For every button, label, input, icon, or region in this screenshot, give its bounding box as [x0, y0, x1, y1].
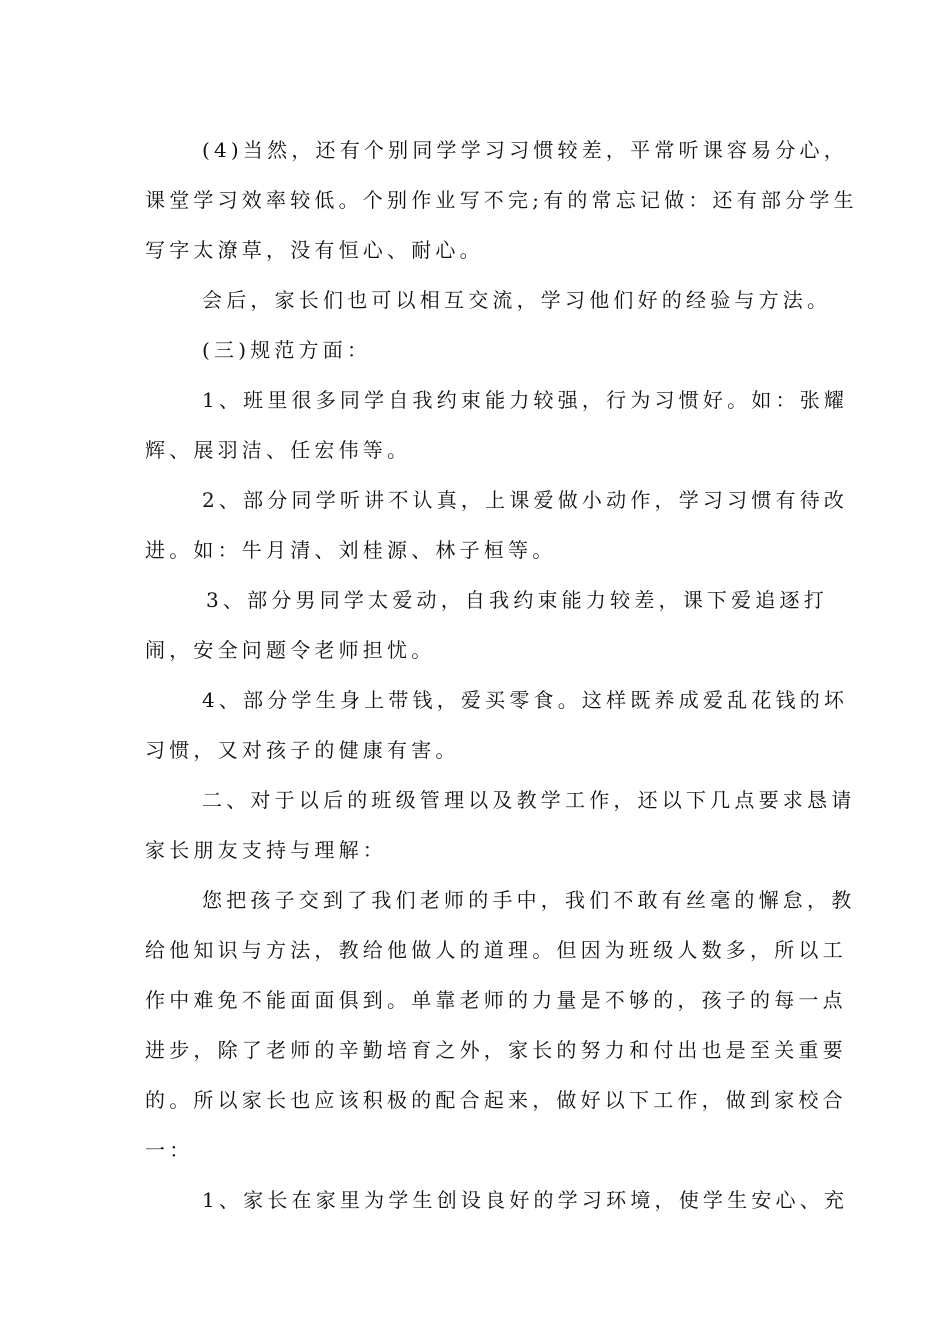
- paragraph-line: 二、对于以后的班级管理以及教学工作，还以下几点要求恳请: [202, 788, 856, 812]
- paragraph-line: 1、家长在家里为学生创设良好的学习环境，使学生安心、充: [202, 1188, 849, 1212]
- paragraph-line: 进。如：牛月清、刘桂源、林子桓等。: [145, 538, 557, 562]
- paragraph-line: 会后，家长们也可以相互交流，学习他们好的经验与方法。: [202, 288, 832, 312]
- section-heading: (三)规范方面：: [202, 338, 372, 362]
- paragraph-line: 习惯，又对孩子的健康有害。: [145, 738, 460, 762]
- paragraph-line: 您把孩子交到了我们老师的手中，我们不敢有丝毫的懈怠，教: [202, 888, 856, 912]
- paragraph-line: 一：: [145, 1138, 194, 1162]
- paragraph-line: 2、部分同学听讲不认真，上课爱做小动作，学习习惯有待改: [202, 488, 849, 512]
- paragraph-line: 1、班里很多同学自我约束能力较强，行为习惯好。如：张耀: [202, 388, 849, 412]
- paragraph-line: 进步，除了老师的辛勤培育之外，家长的努力和付出也是至关重要: [145, 1038, 847, 1062]
- paragraph-line: 给他知识与方法，教给他做人的道理。但因为班级人数多，所以工: [145, 938, 847, 962]
- paragraph-line: 课堂学习效率较低。个别作业写不完;有的常忘记做：还有部分学生: [145, 188, 858, 212]
- paragraph-line: 辉、展羽洁、任宏伟等。: [145, 438, 412, 462]
- paragraph-line: 作中难免不能面面俱到。单靠老师的力量是不够的，孩子的每一点: [145, 988, 847, 1012]
- paragraph-line: 写字太潦草，没有恒心、耐心。: [145, 238, 484, 262]
- paragraph-line: 3、部分男同学太爱动，自我约束能力较差，课下爱追逐打: [206, 588, 828, 612]
- paragraph-line: 闹，安全问题令老师担忧。: [145, 638, 436, 662]
- paragraph-line: 的。所以家长也应该积极的配合起来，做好以下工作，做到家校合: [145, 1088, 847, 1112]
- paragraph-line: 4、部分学生身上带钱，爱买零食。这样既养成爱乱花钱的坏: [202, 688, 849, 712]
- paragraph-line: (4)当然，还有个别同学学习习惯较差，平常听课容易分心，: [202, 138, 848, 162]
- paragraph-line: 家长朋友支持与理解：: [145, 838, 387, 862]
